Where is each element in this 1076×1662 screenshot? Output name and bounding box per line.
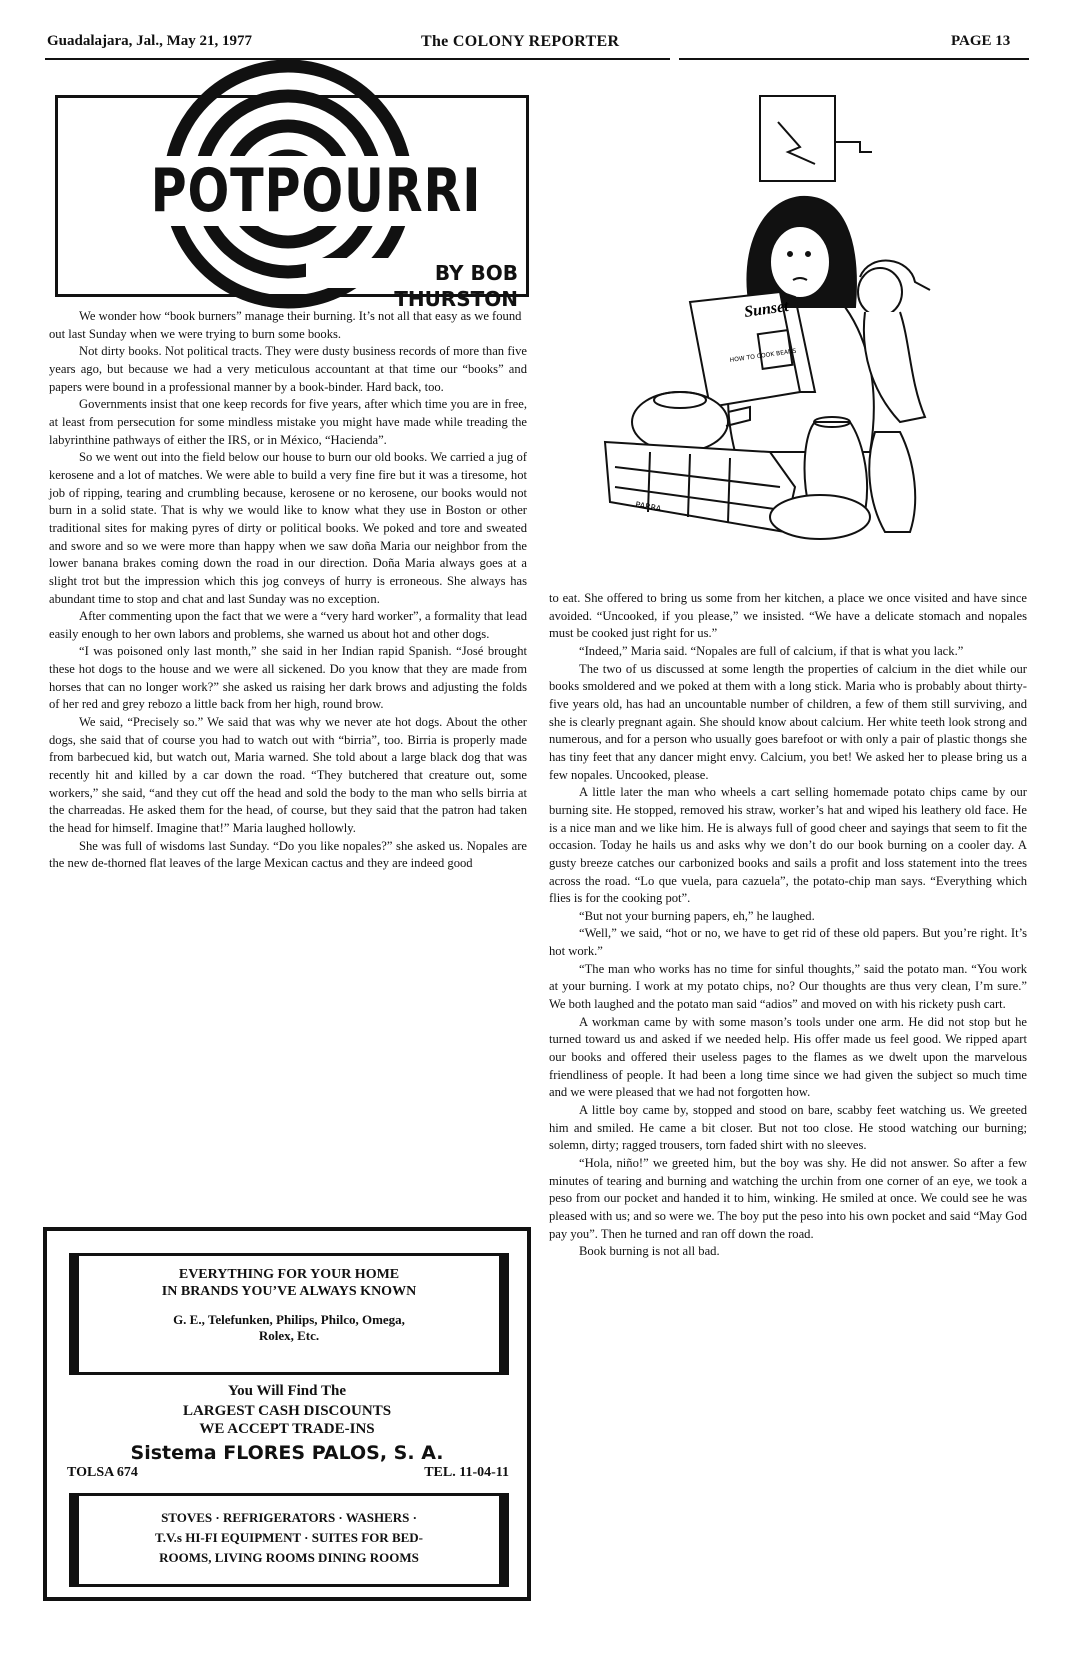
ad-brands-box bbox=[69, 1253, 509, 1375]
paragraph: So we went out into the field below our house to burn our old books. We carried a jug of kerosene and a lot of matches. We were able to build a very fine fire but it was a tiresome, hot job of ripping, tearing and crumbling because, kerosene or no kerosene, our books would not burn in a solid state. That is why we would like to know what they use in Boston or other traditional sites for making pyres of dirty or political books. We poked and tore and sweated and swore and so we were more than happy when we saw doña Maria our neighbor from the lower banana brakes coming down the road in our direction. Doña Maria always goes at a slight trot but the impression which this jog conveys of hurry is erroneous. She always has abundant time to stop and chat and last Sunday was no exception. bbox=[49, 450, 527, 606]
advertisement bbox=[43, 1227, 531, 1601]
ad-find: You Will Find The bbox=[228, 1383, 346, 1399]
left-column-text bbox=[49, 308, 527, 873]
column-logo bbox=[55, 95, 529, 311]
ad-brands-1: G. E., Telefunken, Philips, Philco, Omega, bbox=[173, 1312, 405, 1327]
cartoon-book-title: Sunset bbox=[743, 297, 790, 321]
paragraph: A little later the man who wheels a cart selling homemade potato chips came by our burning site. He stopped, removed his straw, worker’s hat and wiped his leathery old face. He is a nice man and we like him. He is always full of good cheer and sayings that seem to fit the occasion. Today he hails us and asks why we don’t do our book burning on a cooler day. A gusty breeze catches our carbonized books and sails a profit and loss statement into the trees across the road. “Lo que vuela, para cazuela”, the potato-chip man says. “Everything which flies is for the cooking pot”. bbox=[549, 785, 1027, 906]
paragraph: A little boy came by, stopped and stood on bare, scabby feet watching us. We greeted him and smiled. He came a bit closer. But not too close. He stood watching our burning; solemn, dirty; ragged trousers, torn faded shirt with no sleeves. bbox=[549, 1103, 1027, 1153]
ad-products-2: T.V.s HI-FI EQUIPMENT · SUITES FOR BED- bbox=[155, 1530, 423, 1545]
paragraph: The two of us discussed at some length the properties of calcium in the diet while our books smoldered and we poked at them with a long stick. Maria who is probably about thirty-five years old, has had an uncountable number of children, a few of them still surviving, and she is clearly pregnant again. She should know about calcium. Her white teeth look strong and numerous, and for a person who usually goes barefoot or with only a pair of plastic thongs she has tiny feet that any dancer might envy. Calcium, you bet! We asked her to please bring us a few nopales. Uncooked, please. bbox=[549, 661, 1027, 782]
newspaper-name: The COLONY REPORTER bbox=[421, 33, 620, 50]
paragraph: to eat. She offered to bring us some from her kitchen, a place we once visited and have since avoided. “Uncooked, if you please,” we insisted. “We have a delicate stomach and nopales must be cooked just right for us.” bbox=[549, 591, 1027, 641]
page-number: PAGE 13 bbox=[951, 33, 1011, 49]
ad-company: Sistema FLORES PALOS, S. A. bbox=[130, 1442, 444, 1464]
paragraph: Book burning is not all bad. bbox=[579, 1244, 720, 1259]
paragraph: We said, “Precisely so.” We said that was why we never ate hot dogs. About the other dogs, she said that of course you had to watch out with “birria”, too. Birria is properly made from barbecued kid, but watch out, Maria warned. She told about a large black dog that was recently hit and killed by a car down the road. “They butchered that creature out, some workers,” she said, “and they cut off the head and sold the body to the man who sells birria at the charreadas. He asked them for the head, of course, but they said that the patron had taken the head for himself. Imagine that!” Maria laughed hollowly. bbox=[49, 715, 527, 836]
cartoon-book-subtitle: HOW TO COOK BEANS bbox=[729, 347, 797, 364]
ad-headline-2: IN BRANDS YOU’VE ALWAYS KNOWN bbox=[161, 1284, 417, 1299]
paragraph: We wonder how “book burners” manage their burning. It’s not all that easy as we found out last Sunday when we were trying to burn some books. bbox=[49, 309, 522, 341]
paragraph: “Well,” we said, “hot or no, we have to get rid of these old papers. But you’re right. It’s hot work.” bbox=[549, 926, 1027, 959]
cartoon-signature: PARRA bbox=[634, 500, 662, 514]
cartoon-illustration bbox=[610, 92, 990, 562]
header-rule-left bbox=[45, 58, 670, 60]
column-title: POTPOURRI bbox=[150, 156, 482, 226]
ad-products-3: ROOMS, LIVING ROOMS DINING ROOMS bbox=[159, 1550, 419, 1565]
paragraph: “The man who works has no time for sinful thoughts,” said the potato man. “You work at your burning. I work at my potato chips, no? Our thoughts are thus very clean, I’m sure.” We both laughed and the potato man said “adios” and moved on with his rickety push cart. bbox=[549, 961, 1027, 1012]
ad-tradeins: WE ACCEPT TRADE-INS bbox=[199, 1421, 375, 1437]
paragraph: “Indeed,” Maria said. “Nopales are full of calcium, if that is what you lack.” bbox=[579, 643, 964, 658]
right-column-text bbox=[549, 590, 1027, 1261]
paragraph: “I was poisoned only last month,” she said in her Indian rapid Spanish. “José brought these hot dogs to the house and we were all sickened. Do you know that they are made from horses that can no longer work?” she asked us raising her dark brows and adjusting the folds of her red and grey rebozo a little back from her high, round brow. bbox=[49, 644, 527, 712]
ad-phone: TEL. 11-04-11 bbox=[424, 1465, 509, 1480]
dateline: Guadalajara, Jal., May 21, 1977 bbox=[47, 33, 252, 49]
ad-discounts: LARGEST CASH DISCOUNTS bbox=[182, 1403, 392, 1419]
paragraph: Governments insist that one keep records for five years, after which time you are in free, at least from persecution for some mindless mistake you might have made while treading the labyrinthine pathways of either the IRS, or in México, “Hacienda”. bbox=[49, 397, 527, 447]
header-rule-right bbox=[679, 58, 1029, 60]
paragraph: She was full of wisdoms last Sunday. “Do you like nopales?” she asked us. Nopales are the new de-thorned flat leaves of the large Mexican cactus and they are indeed good bbox=[49, 838, 527, 871]
ad-brands-2: Rolex, Etc. bbox=[258, 1328, 320, 1343]
paragraph: “Hola, niño!” we greeted him, but the boy was shy. He did not answer. So after a few minutes of tearing and burning and watching the urchin from one corner of an eye, we took a peso from our pocket and handed it to him, winking. He smiled at once. We could see he was pleased with us; and so were we. The boy put the peso into his own pocket and said “May God pay you”. Then he turned and ran off down the road. bbox=[549, 1156, 1027, 1241]
paragraph: After commenting upon the fact that we were a “very hard worker”, a formality that lead easily enough to her own labors and problems, she warned us about hot and other dogs. bbox=[49, 609, 527, 641]
ad-address: TOLSA 674 bbox=[67, 1465, 138, 1480]
paragraph: “But not your burning papers, eh,” he laughed. bbox=[579, 908, 815, 923]
cartoon-drawing bbox=[610, 92, 990, 562]
ad-headline-1: EVERYTHING FOR YOUR HOME bbox=[178, 1267, 400, 1282]
paragraph: A workman came by with some mason’s tools under one arm. He did not stop but he turned toward us and asked if we needed help. His offer made us feel good. We ripped apart our books and offered their useless pages to the flames as we dwelt upon the marvelous friendliness of people. It had been a long time since we had given the subject so much time and we were pleased that we had not forgotten how. bbox=[549, 1014, 1027, 1100]
ad-products-box bbox=[69, 1493, 509, 1587]
ad-products-1: STOVES · REFRIGERATORS · WASHERS · bbox=[161, 1510, 417, 1525]
column-byline: BY BOB THURSTON bbox=[394, 261, 518, 311]
paragraph: Not dirty books. Not political tracts. They were dusty business records of more than five years ago, but because we had a very meticulous accountant at that time our “books” and papers were bound in a professional manner by a book-binder. Hard back, too. bbox=[49, 344, 527, 394]
